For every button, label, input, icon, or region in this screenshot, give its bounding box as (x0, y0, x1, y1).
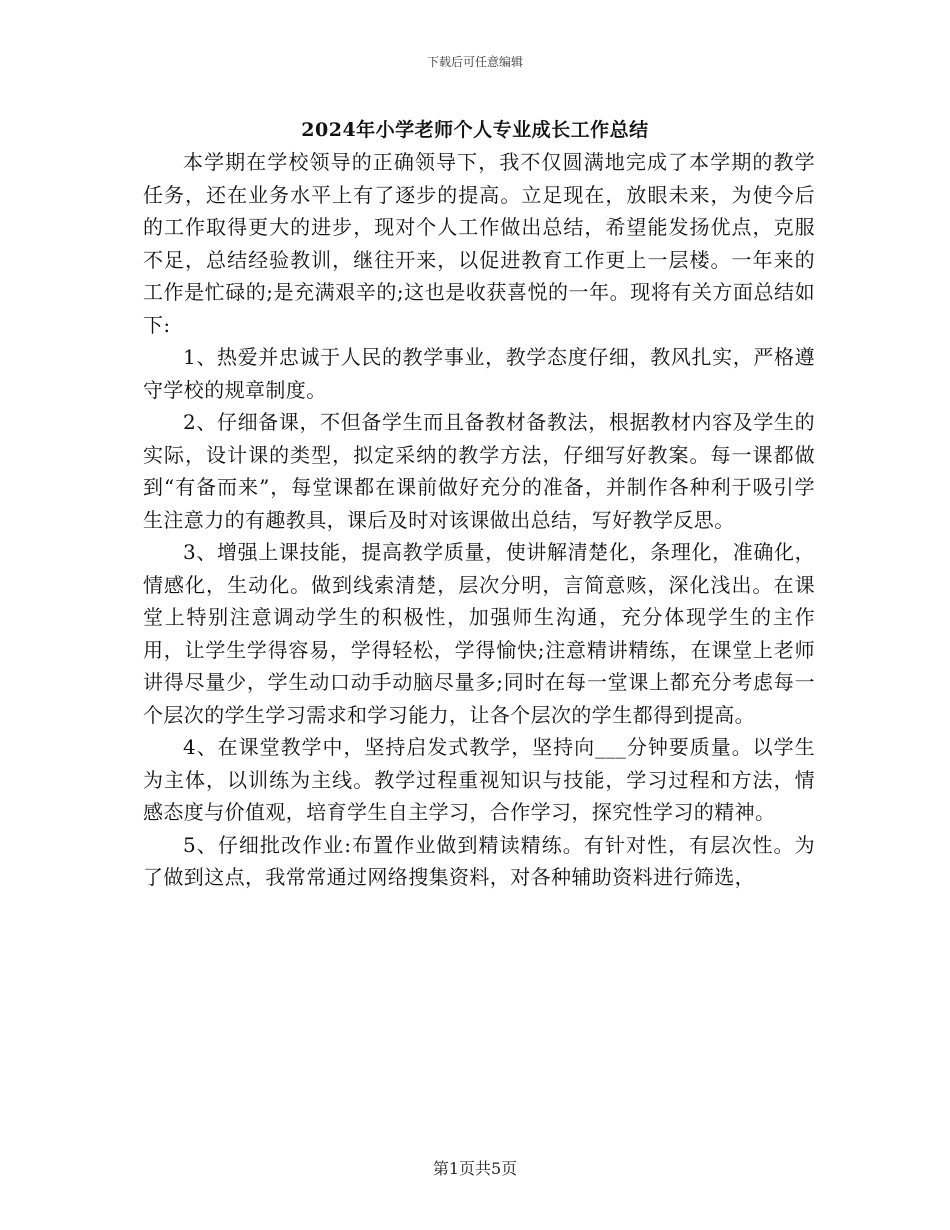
paragraph-item-5: 5、仔细批改作业:布置作业做到精读精练。有针对性，有层次性。为了做到这点，我常常通过网络搜集资料，对各种辅助资料进行筛选， (143, 832, 815, 889)
document-body (143, 146, 815, 894)
paragraph-item-3: 3、增强上课技能，提高教学质量，使讲解清楚化，条理化，准确化，情感化，生动化。做到线索清楚，层次分明，言简意赅，深化浅出。在课堂上特别注意调动学生的积极性，加强师生沟通，充分体现学生的主作用，让学生学得容易，学得轻松，学得愉快;注意精讲精练，在课堂上老师讲得尽量少，学生动口动手动脑尽量多;同时在每一堂课上都充分考虑每一个层次的学生学习需求和学习能力，让各个层次的学生都得到提高。 (143, 540, 815, 727)
paragraph-item-1: 1、热爱并忠诚于人民的教学事业，教学态度仔细，教风扎实，严格遵守学校的规章制度。 (143, 345, 815, 402)
document-title: 2024年小学老师个人专业成长工作总结 (301, 119, 649, 141)
page-number: 第1页共5页 (432, 1159, 518, 1178)
paragraph-item-2: 2、仔细备课，不但备学生而且备教材备教法，根据教材内容及学生的实际，设计课的类型，拟定采纳的教学方法，仔细写好教案。每一课都做到“有备而来”，每堂课都在课前做好充分的准备，并制作各种利于吸引学生注意力的有趣教具，课后及时对该课做出总结，写好教学反思。 (143, 410, 815, 532)
paragraph-item-4: 4、在课堂教学中，坚持启发式教学，坚持向___分钟要质量。以学生为主体，以训练为主线。教学过程重视知识与技能，学习过程和方法，情感态度与价值观，培育学生自主学习，合作学习，探究性学习的精神。 (143, 735, 815, 824)
page-header-note: 下载后可任意编辑 (426, 55, 523, 69)
paragraph-intro: 本学期在学校领导的正确领导下，我不仅圆满地完成了本学期的教学任务，还在业务水平上有了逐步的提高。立足现在，放眼未来，为使今后的工作取得更大的进步，现对个人工作做出总结，希望能发扬优点，克服不足，总结经验教训，继往开来，以促进教育工作更上一层楼。一年来的工作是忙碌的;是充满艰辛的;这也是收获喜悦的一年。现将有关方面总结如下: (143, 150, 815, 337)
